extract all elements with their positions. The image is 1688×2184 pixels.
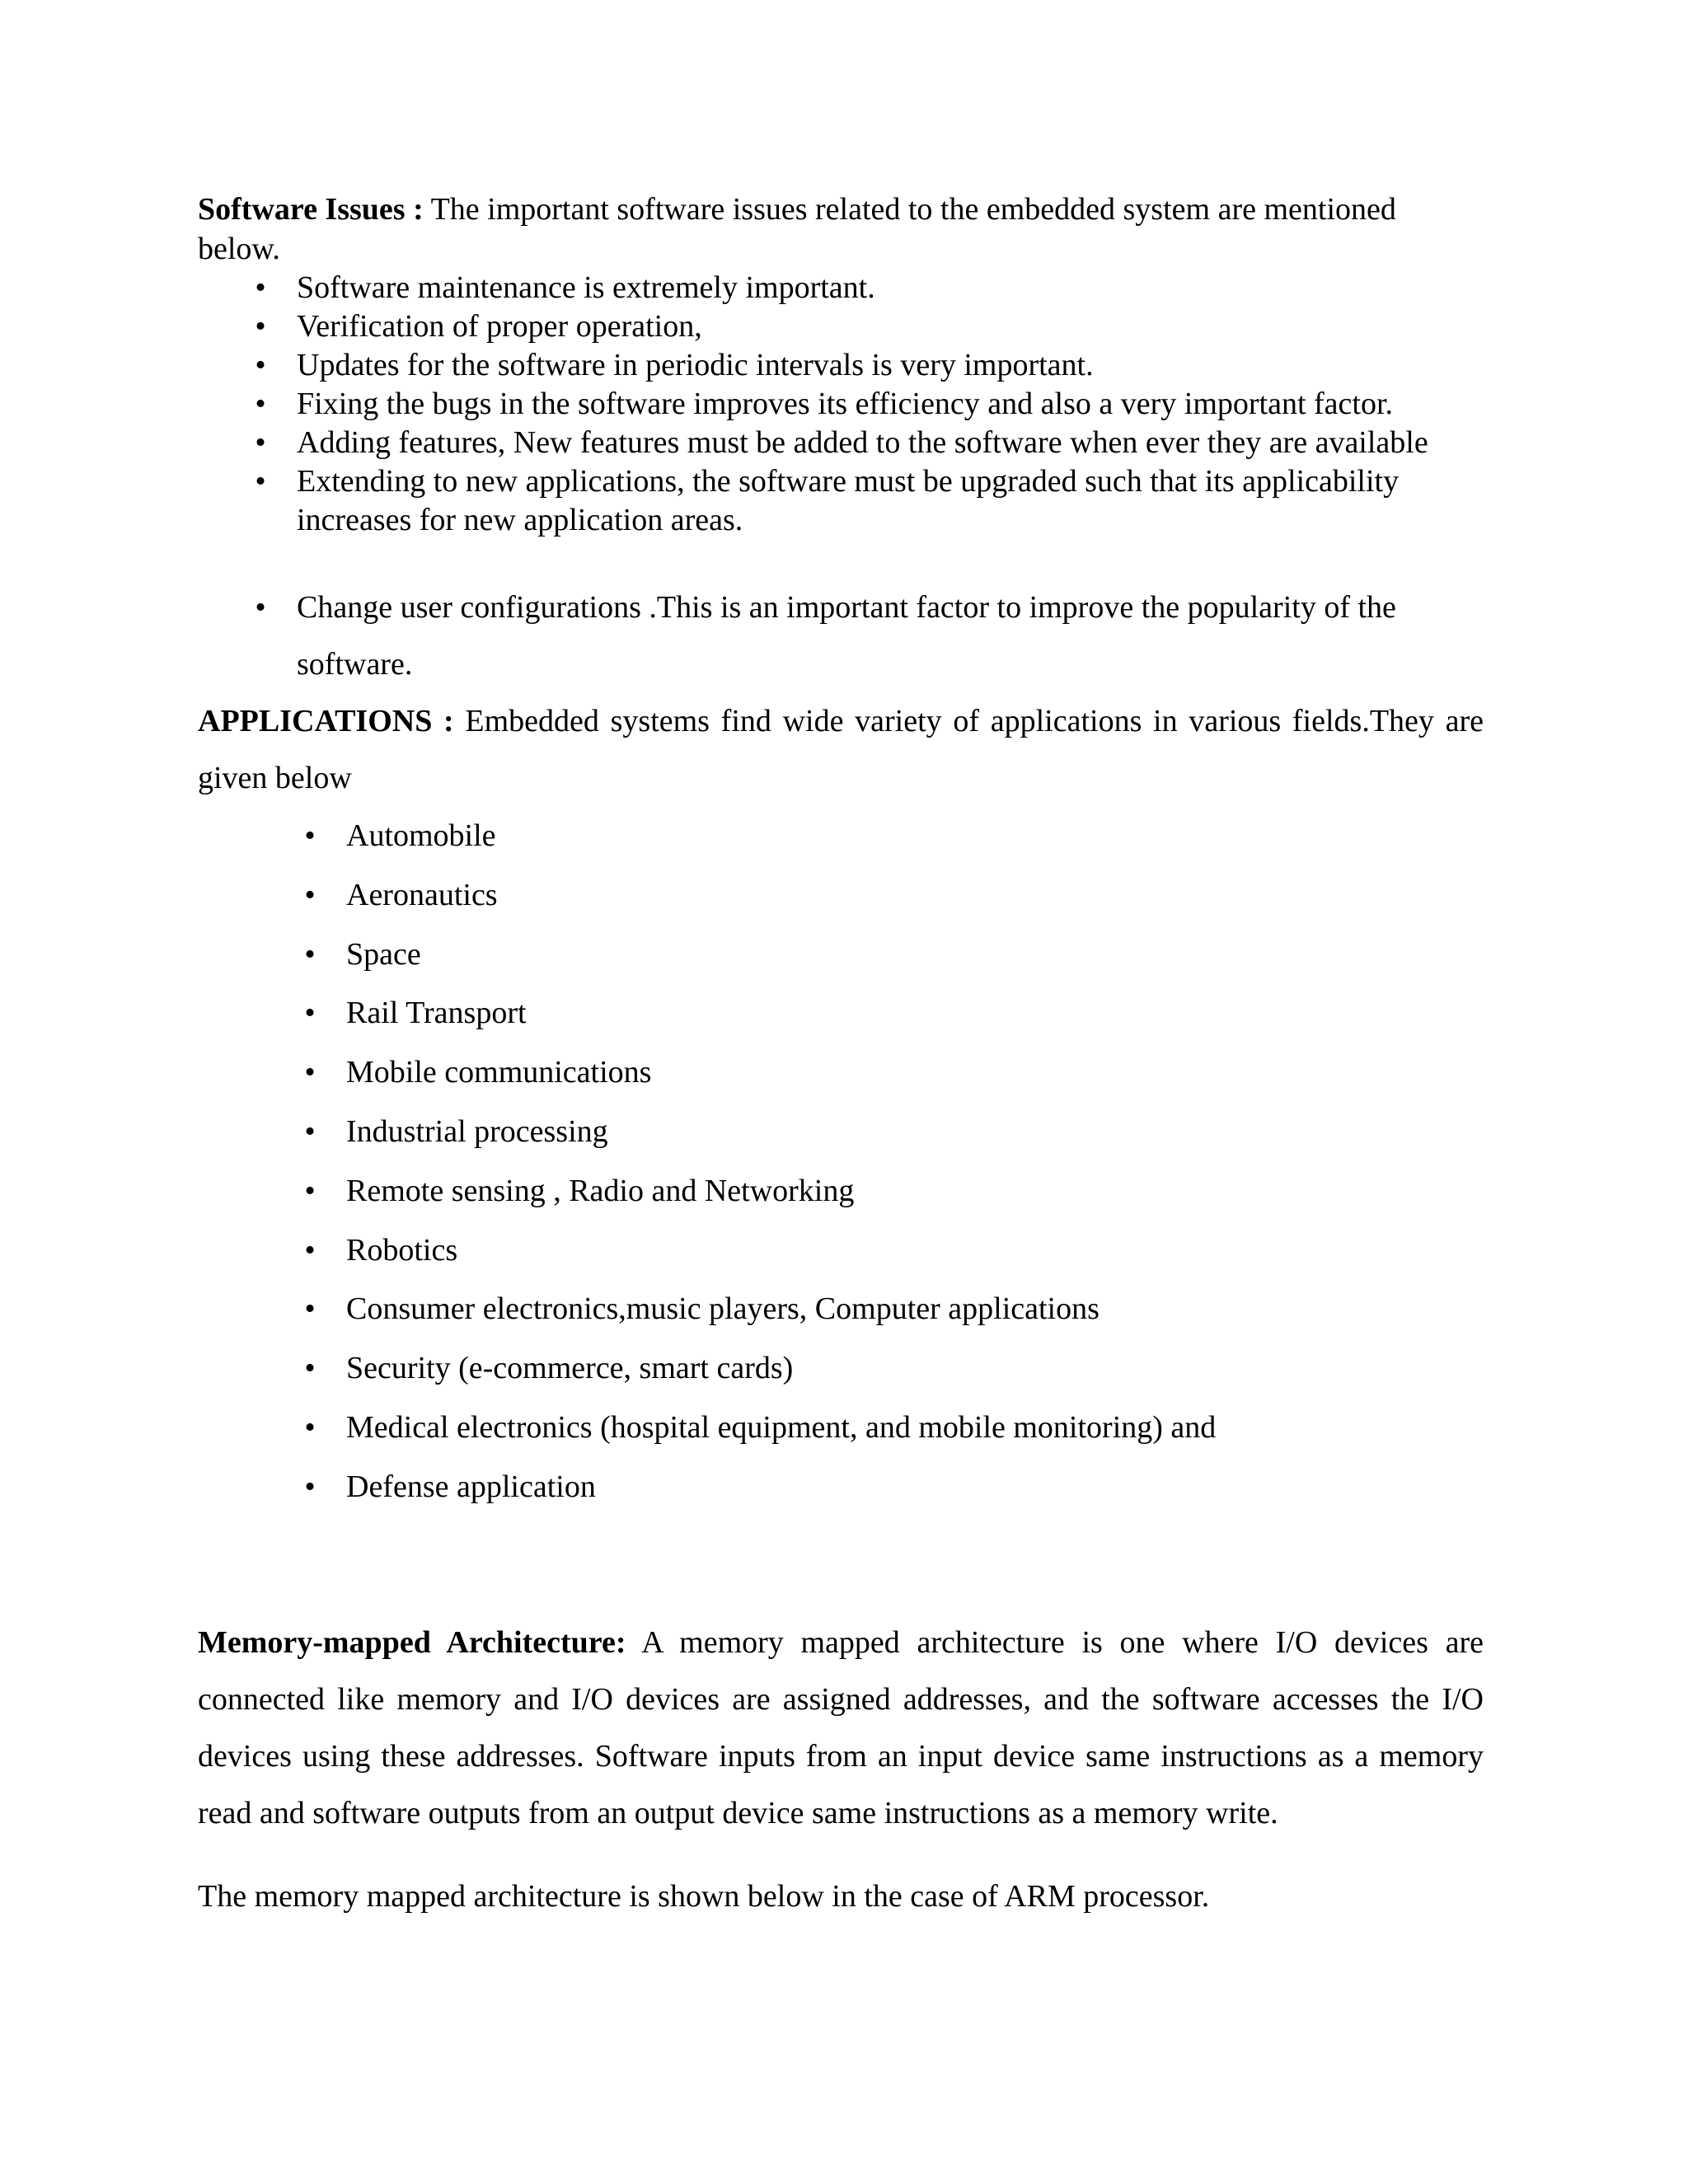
list-item [198, 984, 1484, 1043]
list-item-text: Medical electronics (hospital equipment, and mobile monitoring) and [346, 1409, 1217, 1445]
list-item-text: Fixing the bugs in the software improves its efficiency and also a very important factor. [297, 387, 1394, 421]
list-item-text: Change user configurations .This is an important factor to improve the popularity of the software. [297, 590, 1396, 682]
list-item [198, 926, 1484, 985]
list-item-text: Extending to new applications, the software must be upgraded such that its applicability increases for new application areas. [297, 464, 1400, 537]
list-item [198, 1162, 1484, 1221]
bullet-icon: • [255, 425, 266, 460]
memory-mapped-heading: Memory-mapped Architecture: [198, 1624, 626, 1660]
list-item [198, 269, 1484, 307]
memory-mapped-text: A memory mapped architecture is one where I/O devices are connected like memory and I/O devices are assigned addresses, and the software accesses the I/O devices using these addresses. Software inputs from an input device same instructions as a memory read and software outputs from an output device same instructions as a memory write. [198, 1624, 1484, 1830]
bullet-icon: • [304, 1291, 316, 1327]
list-item-text: Updates for the software in periodic intervals is very important. [297, 348, 1094, 382]
bullet-icon: • [255, 464, 266, 499]
software-issues-heading: Software Issues : [198, 192, 424, 227]
list-item [198, 346, 1484, 385]
bullet-icon: • [304, 818, 316, 853]
list-item-text: Aeronautics [346, 877, 498, 912]
applications-paragraph [198, 693, 1484, 807]
bullet-icon: • [304, 1469, 316, 1504]
list-item [198, 1399, 1484, 1458]
bullet-icon: • [304, 1232, 316, 1268]
bullet-icon: • [304, 1173, 316, 1208]
list-item [198, 807, 1484, 866]
software-issues-paragraph [198, 190, 1484, 269]
list-item-text: Remote sensing , Radio and Networking [346, 1173, 855, 1208]
applications-intro: Embedded systems find wide variety of applications in various fields.They are given below [198, 704, 1484, 795]
list-item-text: Verification of proper operation, [297, 309, 702, 344]
list-item [198, 462, 1484, 540]
list-item-text: Industrial processing [346, 1113, 608, 1149]
bullet-icon: • [255, 348, 266, 382]
list-item [198, 424, 1484, 462]
memory-mapped-paragraph [198, 1615, 1484, 1842]
bullet-icon: • [255, 270, 266, 305]
bullet-icon: • [304, 1113, 316, 1149]
list-item-text: Robotics [346, 1232, 458, 1268]
list-item [198, 579, 1484, 693]
list-item [198, 1043, 1484, 1103]
list-item [198, 1280, 1484, 1339]
list-item-text: Rail Transport [346, 996, 527, 1031]
list-item [198, 866, 1484, 926]
bullet-icon: • [255, 387, 266, 421]
bullet-icon: • [304, 996, 316, 1031]
list-item [198, 1458, 1484, 1517]
bullet-icon: • [304, 1409, 316, 1445]
list-item [198, 1103, 1484, 1162]
list-item [198, 385, 1484, 424]
bullet-icon: • [255, 590, 266, 625]
list-item-text: Mobile communications [346, 1055, 652, 1090]
bullet-icon: • [304, 936, 316, 972]
list-item-text: Automobile [346, 818, 496, 853]
software-issues-list [198, 269, 1484, 693]
bullet-icon: • [255, 309, 266, 344]
list-item-text: Software maintenance is extremely important. [297, 270, 875, 305]
list-item [198, 1339, 1484, 1399]
applications-heading: APPLICATIONS : [198, 704, 454, 738]
list-item [198, 307, 1484, 346]
list-item-text: Security (e-commerce, smart cards) [346, 1351, 794, 1386]
bullet-icon: • [304, 877, 316, 912]
list-item-text: Consumer electronics,music players, Computer applications [346, 1291, 1100, 1327]
bullet-icon: • [304, 1055, 316, 1090]
list-item [198, 1221, 1484, 1281]
closing-paragraph: The memory mapped architecture is shown below in the case of ARM processor. [198, 1878, 1210, 1914]
software-issues-intro: The important software issues related to the embedded system are mentioned below. [198, 192, 1396, 266]
list-item-text: Defense application [346, 1469, 596, 1504]
applications-list [198, 807, 1484, 1517]
bullet-icon: • [304, 1351, 316, 1386]
list-item-text: Space [346, 936, 421, 972]
document-page [198, 190, 1484, 1925]
list-item-text: Adding features, New features must be added to the software when ever they are available [297, 425, 1428, 460]
